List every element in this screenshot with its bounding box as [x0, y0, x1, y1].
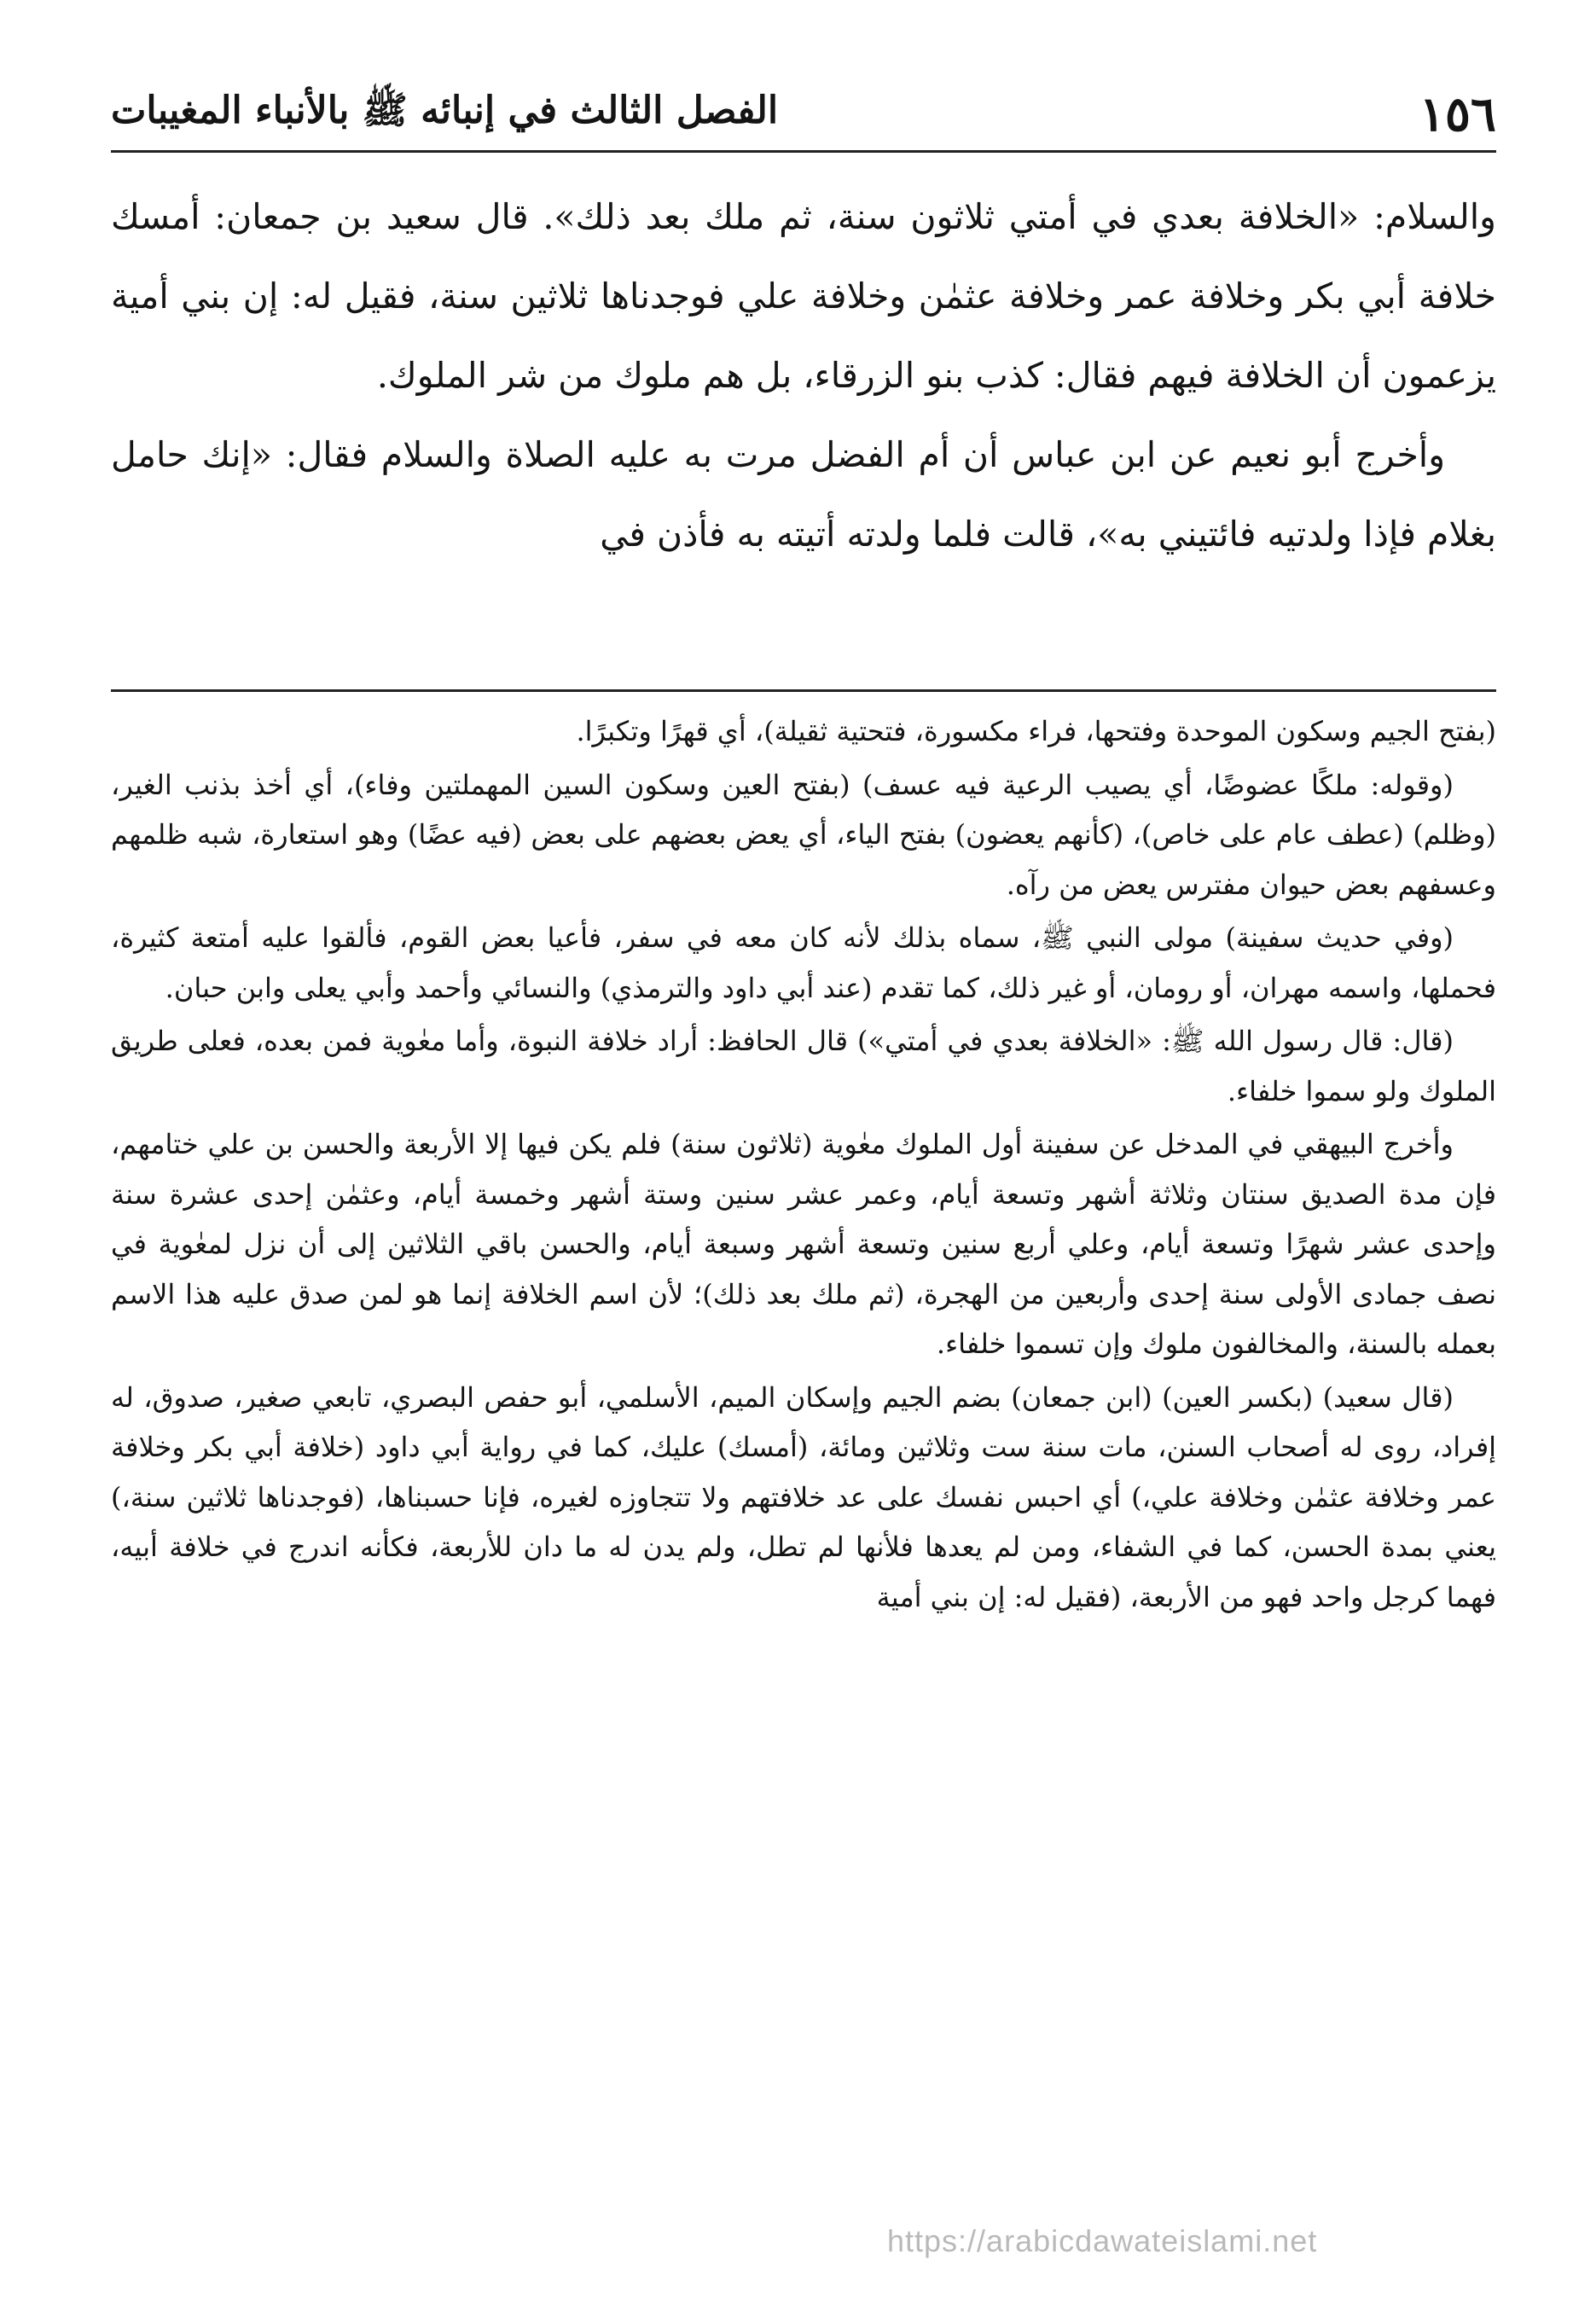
page-number: ١٥٦ [1419, 86, 1496, 142]
footnote-paragraph: (وقوله: ملكًا عضوضًا، أي يصيب الرعية فيه عسف) (بفتح العين وسكون السين المهملتين وفاء)، أي أخذ بذنب الغير، (وظلم) (عطف عام على خاص)، (كأنهم يعضون) بفتح الياء، أي يعض بعضهم على بعض (فيه عضًا) وهو استعارة، شبه ظلمهم وعسفهم بعض حيوان مفترس يعض من رآه. [111, 768, 1497, 901]
footnote-paragraph: (وفي حديث سفينة) مولى النبي ﷺ، سماه بذلك لأنه كان معه في سفر، فأعيا بعض القوم، فألقوا عليه أمتعة كثيرة، فحملها، واسمه مهران، أو رومان، أو غير ذلك، كما تقدم (عند أبي داود والترمذي) والنسائي وأحمد وأبي يعلى وابن حبان. [111, 921, 1496, 1004]
page-header [111, 78, 1496, 153]
footnote-paragraph: (بفتح الجيم وسكون الموحدة وفتحها، فراء مكسورة، فتحتية ثقيلة)، أي قهرًا وتكبرًا. [576, 715, 1496, 747]
footnote-paragraph: (قال: قال رسول الله ﷺ: «الخلافة بعدي في أمتي») قال الحافظ: أراد خلافة النبوة، وأما معٰوية فمن بعده، فعلى طريق الملوك ولو سموا خلفاء. [111, 1025, 1496, 1107]
footnote-paragraph: وأخرج البيهقي في المدخل عن سفينة أول الملوك معٰوية (ثلاثون سنة) فلم يكن فيها إلا الأربعة والحسن بن علي ختامهم، فإن مدة الصديق سنتان وثلاثة أشهر وتسعة أيام، وعمر عشر سنين وستة أشهر وخمسة أيام، وعثمٰن إحدى عشرة سنة وإحدى عشر شهرًا وتسعة أيام، وعلي أربع سنين وتسعة أشهر وسبعة أيام، والحسن باقي الثلاثين إلى أن نزل لمعٰوية في نصف جمادى الأولى سنة إحدى وأربعين من الهجرة، (ثم ملك بعد ذلك)؛ لأن اسم الخلافة إنما هو لمن صدق عليه هذا الاسم بعمله بالسنة، والمخالفون ملوك وإن تسموا خلفاء. [111, 1128, 1497, 1360]
main-paragraph: وأخرج أبو نعيم عن ابن عباس أن أم الفضل مرت به عليه الصلاة والسلام فقال: «إنك حامل بغلام فإذا ولدتيه فائتيني به»، قالت فلما ولدته أتيته به فأذن في [111, 434, 1496, 555]
main-paragraph: والسلام: «الخلافة بعدي في أمتي ثلاثون سنة، ثم ملك بعد ذلك». قال سعيد بن جمعان: أمسك خلافة أبي بكر وخلافة عمر وخلافة عثمٰن وخلافة علي فوجدناها ثلاثين سنة، فقيل له: إن بني أمية يزعمون أن الخلافة فيهم فقال: كذب بنو الزرقاء، بل هم ملوك من شر الملوك. [111, 196, 1496, 396]
watermark-url: https://arabicdawateislami.net [887, 2223, 1318, 2258]
main-text [111, 177, 1496, 574]
footnote-separator [111, 689, 1496, 692]
footnote-paragraph: (قال سعيد) (بكسر العين) (ابن جمعان) بضم الجيم وإسكان الميم، الأسلمي، أبو حفص البصري، تابعي صغير، صدوق، له إفراد، روى له أصحاب السنن، مات سنة ست وثلاثين ومائة، (أمسك) عليك، كما في رواية أبي داود (خلافة أبي بكر وخلافة عمر وخلافة عثمٰن وخلافة علي،) أي احبس نفسك على عد خلافتهم ولا تتجاوزه لغيره، فإنا حسبناها، (فوجدناها ثلاثين سنة،) يعني بمدة الحسن، كما في الشفاء، ومن لم يعدها فلأنها لم تطل، ولم يدن له ما دان للأربعة، فكأنه اندرج في خلافة أبيه، فهما كرجل واحد فهو من الأربعة، (فقيل له: إن بني أمية [111, 1380, 1497, 1613]
running-title: الفصل الثالث في إنبائه ﷺ بالأنباء المغيبات [111, 89, 779, 132]
commentary-footnotes [111, 706, 1496, 1625]
